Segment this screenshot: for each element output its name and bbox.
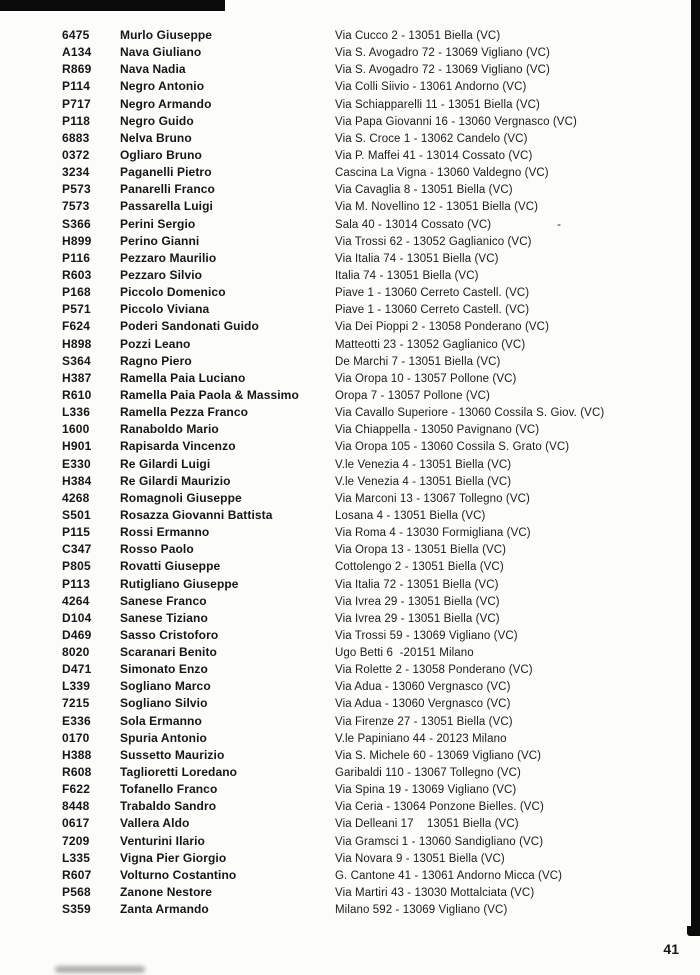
entry-code: R603 <box>62 267 92 282</box>
entry-address: Via Rolette 2 - 13058 Ponderano (VC) <box>335 664 533 677</box>
entry-code: 8020 <box>62 645 90 660</box>
entry-code: P717 <box>62 96 91 111</box>
directory-listing <box>0 27 700 918</box>
entry-name: Spuria Antonio <box>120 730 207 745</box>
entry-name: Volturno Costantino <box>120 867 237 882</box>
directory-row <box>0 593 700 610</box>
entry-code: P168 <box>62 285 91 300</box>
entry-code: 8448 <box>62 799 90 814</box>
entry-code: S364 <box>62 353 91 368</box>
entry-name: Ramella Pezza Franco <box>120 405 249 420</box>
entry-name: Ramella Paia Luciano <box>120 370 246 385</box>
entry-address: Via Schiapparelli 11 - 13051 Biella (VC) <box>335 98 540 111</box>
entry-code: 7215 <box>62 696 90 711</box>
entry-code: C347 <box>62 542 92 557</box>
directory-row <box>0 27 700 44</box>
directory-row <box>0 96 700 113</box>
entry-code: H387 <box>62 370 92 385</box>
directory-row <box>0 730 700 747</box>
directory-row <box>0 78 700 95</box>
directory-row <box>0 815 700 832</box>
entry-code: 0372 <box>62 147 90 162</box>
entry-address: Matteotti 23 - 13052 Gaglianico (VC) <box>335 338 526 351</box>
entry-address: Sala 40 - 13014 Cossato (VC) - <box>335 218 562 231</box>
entry-code: S366 <box>62 216 91 231</box>
entry-address: Via Novara 9 - 13051 Biella (VC) <box>335 852 505 865</box>
entry-code: P116 <box>62 250 91 265</box>
entry-address: Cascina La Vigna - 13060 Valdegno (VC) <box>335 167 549 180</box>
entry-name: Murlo Giuseppe <box>120 28 213 42</box>
entry-address: Piave 1 - 13060 Cerreto Castell. (VC) <box>335 287 530 300</box>
entry-address: Via Adua - 13060 Vergnasco (VC) <box>335 698 511 711</box>
entry-address: Via Adua - 13060 Vergnasco (VC) <box>335 681 511 694</box>
entry-code: H899 <box>62 233 92 248</box>
entry-address: Ugo Betti 6 -20151 Milano <box>335 647 474 660</box>
entry-address: De Marchi 7 - 13051 Biella (VC) <box>335 355 501 368</box>
entry-code: P805 <box>62 559 91 574</box>
entry-name: Pozzi Leano <box>120 336 191 351</box>
entry-code: R610 <box>62 387 92 402</box>
entry-name: Scaranari Benito <box>120 645 217 660</box>
entry-name: Zanta Armando <box>120 902 209 917</box>
entry-code: S359 <box>62 902 91 917</box>
entry-address: Via Oropa 13 - 13051 Biella (VC) <box>335 544 507 557</box>
entry-address: Losana 4 - 13051 Biella (VC) <box>335 509 486 522</box>
directory-row <box>0 44 700 61</box>
entry-name: Taglioretti Loredano <box>120 765 238 780</box>
entry-code: R869 <box>62 62 92 77</box>
entry-address: Piave 1 - 13060 Cerreto Castell. (VC) <box>335 304 530 317</box>
directory-row <box>0 404 700 421</box>
directory-row <box>0 541 700 558</box>
entry-address: Via Trossi 59 - 13069 Vigliano (VC) <box>335 629 518 642</box>
entry-name: Perino Gianni <box>120 233 200 248</box>
entry-name: Sanese Tiziano <box>120 610 208 625</box>
entry-address: Italia 74 - 13051 Biella (VC) <box>335 269 479 282</box>
directory-row <box>0 456 700 473</box>
directory-row <box>0 336 700 353</box>
directory-row <box>0 850 700 867</box>
entry-code: 6883 <box>62 130 90 145</box>
entry-name: Rossi Ermanno <box>120 525 210 540</box>
entry-code: P115 <box>62 525 91 540</box>
entry-code: A134 <box>62 45 92 60</box>
entry-name: Sogliano Silvio <box>120 696 208 711</box>
entry-address: Via Italia 72 - 13051 Biella (VC) <box>335 578 499 591</box>
entry-name: Panarelli Franco <box>120 182 215 197</box>
entry-code: 6475 <box>62 28 90 42</box>
entry-address: Via Gramsci 1 - 13060 Sandigliano (VC) <box>335 835 544 848</box>
entry-address: Via Marconi 13 - 13067 Tollegno (VC) <box>335 492 530 505</box>
entry-code: 3234 <box>62 165 90 180</box>
directory-row <box>0 576 700 593</box>
entry-name: Re Gilardi Luigi <box>120 456 211 471</box>
entry-name: Vigna Pier Giorgio <box>120 850 227 865</box>
entry-name: Sanese Franco <box>120 593 207 608</box>
directory-row <box>0 747 700 764</box>
entry-address: Via S. Avogadro 72 - 13069 Vigliano (VC) <box>335 47 550 60</box>
entry-code: L335 <box>62 850 91 865</box>
directory-row <box>0 833 700 850</box>
directory-row <box>0 233 700 250</box>
entry-name: Negro Armando <box>120 96 212 111</box>
directory-row <box>0 610 700 627</box>
scan-artifact-bottom-smudge <box>55 966 145 973</box>
entry-name: Nelva Bruno <box>120 130 192 145</box>
entry-code: 7573 <box>62 199 90 214</box>
entry-name: Rosazza Giovanni Battista <box>120 507 273 522</box>
entry-name: Rutigliano Giuseppe <box>120 576 239 591</box>
directory-row <box>0 353 700 370</box>
entry-address: Via M. Novellino 12 - 13051 Biella (VC) <box>335 201 539 214</box>
entry-code: P114 <box>62 79 91 94</box>
entry-name: Paganelli Pietro <box>120 165 212 180</box>
entry-address: Via Ivrea 29 - 13051 Biella (VC) <box>335 595 500 608</box>
entry-address: Via Cucco 2 - 13051 Biella (VC) <box>335 30 501 42</box>
entry-code: 4264 <box>62 593 90 608</box>
directory-row <box>0 558 700 575</box>
entry-code: F624 <box>62 319 91 334</box>
entry-address: Via S. Croce 1 - 13062 Candelo (VC) <box>335 132 528 145</box>
entry-code: E336 <box>62 713 91 728</box>
entry-code: S501 <box>62 507 91 522</box>
directory-row <box>0 867 700 884</box>
entry-name: Negro Antonio <box>120 79 205 94</box>
entry-code: D469 <box>62 627 92 642</box>
entry-address: Garibaldi 110 - 13067 Tollegno (VC) <box>335 767 521 780</box>
entry-address: Via Delleani 17 13051 Biella (VC) <box>335 818 519 831</box>
page-number: 41 <box>663 941 679 957</box>
directory-row <box>0 798 700 815</box>
entry-code: P568 <box>62 885 91 900</box>
entry-name: Trabaldo Sandro <box>120 799 217 814</box>
entry-name: Sussetto Maurizio <box>120 747 225 762</box>
entry-name: Nava Giuliano <box>120 45 202 60</box>
entry-address: Via Cavallo Superiore - 13060 Cossila S. Giov. (VC) <box>335 407 605 420</box>
entry-address: Via P. Maffei 41 - 13014 Cossato (VC) <box>335 149 533 162</box>
entry-name: Pezzaro Silvio <box>120 267 203 282</box>
entry-code: 7209 <box>62 833 90 848</box>
entry-name: Nava Nadia <box>120 62 186 77</box>
entry-name: Perini Sergio <box>120 216 196 231</box>
directory-row <box>0 507 700 524</box>
entry-address: Via Roma 4 - 13030 Formigliana (VC) <box>335 527 531 540</box>
directory-row <box>0 318 700 335</box>
entry-address: Via Dei Pioppi 2 - 13058 Ponderano (VC) <box>335 321 550 334</box>
directory-row <box>0 130 700 147</box>
entry-name: Piccolo Domenico <box>120 285 226 300</box>
directory-row <box>0 370 700 387</box>
entry-address: Via Spina 19 - 13069 Vigliano (VC) <box>335 784 517 797</box>
entry-address: G. Cantone 41 - 13061 Andorno Micca (VC) <box>335 869 563 882</box>
directory-row <box>0 884 700 901</box>
entry-address: Cottolengo 2 - 13051 Biella (VC) <box>335 561 504 574</box>
entry-name: Negro Guido <box>120 113 194 128</box>
directory-row <box>0 147 700 164</box>
entry-address: Via S. Avogadro 72 - 13069 Vigliano (VC) <box>335 64 550 77</box>
directory-row <box>0 164 700 181</box>
entry-address: Via Colli Siivio - 13061 Andorno (VC) <box>335 81 527 94</box>
directory-row <box>0 284 700 301</box>
entry-name: Simonato Enzo <box>120 662 208 677</box>
directory-row <box>0 438 700 455</box>
entry-code: L336 <box>62 405 91 420</box>
entry-code: D104 <box>62 610 92 625</box>
entry-address: Via Ivrea 29 - 13051 Biella (VC) <box>335 612 500 625</box>
scan-artifact-top-bar <box>0 0 225 11</box>
entry-code: F622 <box>62 782 91 797</box>
entry-code: P573 <box>62 182 91 197</box>
directory-row <box>0 713 700 730</box>
entry-address: Via Oropa 105 - 13060 Cossila S. Grato (VC) <box>335 441 570 454</box>
directory-row <box>0 781 700 798</box>
entry-name: Ragno Piero <box>120 353 192 368</box>
directory-row <box>0 473 700 490</box>
entry-code: P118 <box>62 113 91 128</box>
directory-row <box>0 901 700 918</box>
entry-name: Venturini Ilario <box>120 833 205 848</box>
directory-row <box>0 644 700 661</box>
entry-code: 1600 <box>62 422 90 437</box>
entry-name: Rosso Paolo <box>120 542 194 557</box>
entry-name: Piccolo Viviana <box>120 302 210 317</box>
entry-name: Ogliaro Bruno <box>120 147 202 162</box>
directory-row <box>0 113 700 130</box>
entry-code: E330 <box>62 456 91 471</box>
entry-name: Passarella Luigi <box>120 199 213 214</box>
entry-code: P113 <box>62 576 91 591</box>
entry-code: 0170 <box>62 730 90 745</box>
directory-row <box>0 764 700 781</box>
entry-name: Poderi Sandonati Guido <box>120 319 259 334</box>
directory-row <box>0 695 700 712</box>
entry-name: Vallera Aldo <box>120 816 190 831</box>
entry-code: D471 <box>62 662 92 677</box>
entry-address: Via Oropa 10 - 13057 Pollone (VC) <box>335 372 517 385</box>
entry-address: V.le Venezia 4 - 13051 Biella (VC) <box>335 475 512 488</box>
directory-row <box>0 678 700 695</box>
entry-name: Ranaboldo Mario <box>120 422 219 437</box>
entry-name: Tofanello Franco <box>120 782 218 797</box>
entry-code: H898 <box>62 336 92 351</box>
directory-row <box>0 490 700 507</box>
directory-row <box>0 250 700 267</box>
entry-name: Ramella Paia Paola & Massimo <box>120 387 299 402</box>
entry-address: Via Italia 74 - 13051 Biella (VC) <box>335 252 499 265</box>
entry-name: Zanone Nestore <box>120 885 213 900</box>
entry-address: Via Trossi 62 - 13052 Gaglianico (VC) <box>335 235 532 248</box>
entry-address: V.le Papiniano 44 - 20123 Milano <box>335 732 507 745</box>
directory-row <box>0 267 700 284</box>
entry-code: P571 <box>62 302 91 317</box>
entry-name: Pezzaro Maurilio <box>120 250 217 265</box>
entry-name: Rapisarda Vincenzo <box>120 439 236 454</box>
directory-row <box>0 627 700 644</box>
entry-code: 4268 <box>62 490 90 505</box>
entry-address: Oropa 7 - 13057 Pollone (VC) <box>335 389 490 402</box>
entry-code: H901 <box>62 439 92 454</box>
directory-row <box>0 661 700 678</box>
entry-address: Via Ceria - 13064 Ponzone Bielles. (VC) <box>335 801 544 814</box>
entry-code: 0617 <box>62 816 90 831</box>
directory-row <box>0 181 700 198</box>
entry-name: Sogliano Marco <box>120 679 211 694</box>
entry-code: L339 <box>62 679 91 694</box>
entry-name: Rovatti Giuseppe <box>120 559 221 574</box>
directory-row <box>0 421 700 438</box>
entry-address: Via Martiri 43 - 13030 Mottalciata (VC) <box>335 887 535 900</box>
entry-address: Via S. Michele 60 - 13069 Vigliano (VC) <box>335 749 542 762</box>
entry-code: H384 <box>62 473 92 488</box>
directory-row <box>0 61 700 78</box>
entry-code: H388 <box>62 747 92 762</box>
entry-name: Romagnoli Giuseppe <box>120 490 242 505</box>
entry-address: Via Firenze 27 - 13051 Biella (VC) <box>335 715 513 728</box>
entry-address: Milano 592 - 13069 Vigliano (VC) <box>335 904 508 917</box>
entry-name: Sola Ermanno <box>120 713 202 728</box>
directory-row <box>0 387 700 404</box>
entry-address: V.le Venezia 4 - 13051 Biella (VC) <box>335 458 512 471</box>
entry-name: Re Gilardi Maurizio <box>120 473 231 488</box>
entry-address: Via Chiappella - 13050 Pavignano (VC) <box>335 424 540 437</box>
entry-name: Sasso Cristoforo <box>120 627 219 642</box>
entry-address: Via Papa Giovanni 16 - 13060 Vergnasco (VC) <box>335 115 577 128</box>
entry-code: R608 <box>62 765 92 780</box>
directory-row <box>0 198 700 215</box>
directory-row <box>0 524 700 541</box>
entry-address: Via Cavaglia 8 - 13051 Biella (VC) <box>335 184 513 197</box>
directory-row <box>0 301 700 318</box>
entry-code: R607 <box>62 867 92 882</box>
directory-row <box>0 216 700 233</box>
